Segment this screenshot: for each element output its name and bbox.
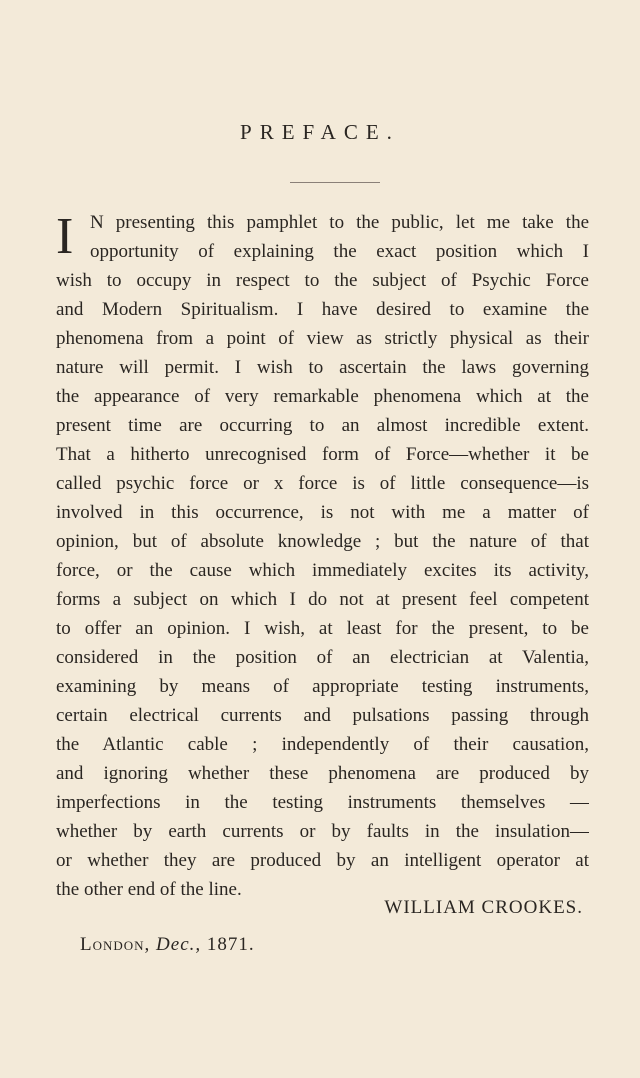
body-line: forms a subject on which I do not at present feel competent <box>56 589 589 610</box>
body-line: considered in the position of an electrician at Valentia, <box>56 647 589 668</box>
body-line: opportunity of explaining the exact position which I <box>90 241 589 262</box>
title-divider <box>290 182 380 183</box>
body-line: examining by means of appropriate testing instruments, <box>56 676 589 697</box>
body-line: called psychic force or x force is of little consequence—is <box>56 473 589 494</box>
body-line: opinion, but of absolute knowledge ; but the nature of that <box>56 531 589 552</box>
drop-cap: I <box>56 208 74 265</box>
body-line: present time are occurring to an almost incredible extent. <box>56 415 589 436</box>
body-line: nature will permit. I wish to ascertain the laws governing <box>56 357 589 378</box>
body-line: involved in this occurrence, is not with me a matter of <box>56 502 589 523</box>
body-line: and ignoring whether these phenomena are produced by <box>56 763 589 784</box>
preface-body <box>56 208 589 904</box>
body-line: whether by earth currents or by faults in the insulation— <box>56 821 589 842</box>
place-date <box>80 930 255 960</box>
body-line: imperfections in the testing instruments themselves — <box>56 792 589 813</box>
body-line: the other end of the line. <box>56 879 242 900</box>
body-line: and Modern Spiritualism. I have desired to examine the <box>56 299 589 320</box>
date-year: 1871. <box>206 934 255 955</box>
body-line: to offer an opinion. I wish, at least for the present, to be <box>56 618 589 639</box>
body-line: wish to occupy in respect to the subject of Psychic Force <box>56 270 589 291</box>
author-signature: WILLIAM CROOKES. <box>384 897 583 918</box>
body-line: force, or the cause which immediately excites its activity, <box>56 560 589 581</box>
body-line: the Atlantic cable ; independently of their causation, <box>56 734 589 755</box>
place: London, <box>80 934 151 955</box>
body-line: That a hitherto unrecognised form of Force—whether it be <box>56 444 589 465</box>
page-title: PREFACE. <box>240 120 400 144</box>
body-line: certain electrical currents and pulsations passing through <box>56 705 589 726</box>
body-line: or whether they are produced by an intelligent operator at <box>56 850 589 871</box>
body-line: N presenting this pamphlet to the public, let me take the <box>90 212 589 233</box>
date-month: Dec., <box>156 934 202 955</box>
body-line: phenomena from a point of view as strictly physical as their <box>56 328 589 349</box>
body-line: the appearance of very remarkable phenomena which at the <box>56 386 589 407</box>
